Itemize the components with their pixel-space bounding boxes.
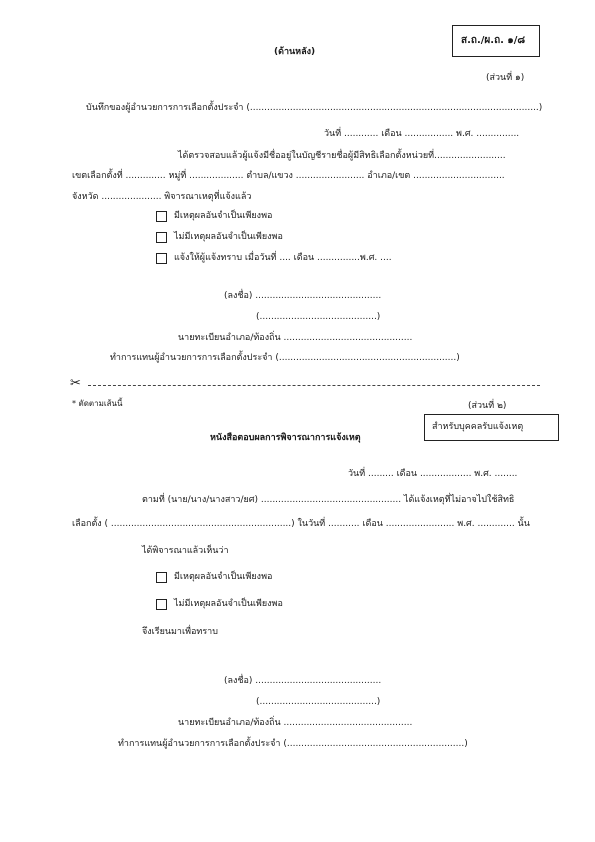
part1-option2-checkbox[interactable]: [156, 232, 167, 243]
form-code-box: [452, 25, 540, 57]
part1-option1-label: มีเหตุผลอันจำเป็นเพียงพอ: [174, 211, 273, 221]
part1-record-line: บันทึกของผู้อำนวยการการเลือกตั้งประจำ (.....................................................................................................): [86, 103, 543, 113]
cut-dashed-line: [88, 385, 540, 386]
part2-acting-line: ทำการแทนผู้อำนวยการการเลือกตั้งประจำ (..............................................................): [118, 739, 468, 749]
part2-date-line: วันที่ ......... เดือน .................. พ.ศ. ........: [348, 469, 518, 479]
part2-option1-checkbox[interactable]: [156, 572, 167, 583]
part2-considered: ได้พิจารณาแล้วเห็นว่า: [142, 546, 229, 556]
part2-option1-label: มีเหตุผลอันจำเป็นเพียงพอ: [174, 572, 273, 582]
part2-option2-label: ไม่มีเหตุผลอันจำเป็นเพียงพอ: [174, 599, 283, 609]
scissors-icon: ✂: [70, 376, 81, 391]
part2-inform: จึงเรียนมาเพื่อทราบ: [142, 627, 218, 637]
part2-option2-checkbox[interactable]: [156, 599, 167, 610]
recipient-box-label: สำหรับบุคคลรับแจ้งเหตุ: [432, 422, 524, 432]
part1-district-line: เขตเลือกตั้งที่ .............. หมู่ที่ ................... ตำบล/แขวง ........................ อำเภอ/เขต ................................: [72, 171, 505, 181]
cut-note: * ตัดตามเส้นนี้: [72, 399, 123, 408]
part2-section: (ส่วนที่ ๒): [468, 401, 507, 411]
part1-name-line: (.........................................): [256, 312, 381, 322]
part1-registrar-line: นายทะเบียนอำเภอ/ท้องถิ่น .............................................: [178, 333, 413, 343]
part2-name-line: (.........................................): [256, 697, 381, 707]
part1-option2-label: ไม่มีเหตุผลอันจำเป็นเพียงพอ: [174, 232, 283, 242]
part2-sign-line: (ลงชื่อ) ............................................: [224, 676, 382, 686]
part2-per-line: ตามที่ (นาย/นาง/นางสาว/ยศ) ................................................. ได้แจ้งเหตุที่ไม่อาจไปใช้สิทธิ: [142, 495, 515, 505]
part1-option1-checkbox[interactable]: [156, 211, 167, 222]
form-code: ส.ถ./ผ.ถ. ๑/๘: [461, 35, 526, 46]
part1-option3-checkbox[interactable]: [156, 253, 167, 264]
part1-option3-label: แจ้งให้ผู้แจ้งทราบ เมื่อวันที่ .... เดือน ...............พ.ศ. ....: [174, 253, 392, 263]
part1-section: (ส่วนที่ ๑): [486, 73, 525, 83]
back-label: (ด้านหลัง): [274, 47, 316, 57]
part1-sign-line: (ลงชื่อ) ............................................: [224, 291, 382, 301]
part2-election-line: เลือกตั้ง ( ...............................................................) ในวันที่ ........... เดือน ........................ พ.ศ. ............. นั้น: [72, 519, 530, 529]
part1-acting-line: ทำการแทนผู้อำนวยการการเลือกตั้งประจำ (..............................................................): [110, 353, 460, 363]
recipient-box: [424, 414, 559, 441]
part2-title: หนังสือตอบผลการพิจารณาการแจ้งเหตุ: [210, 433, 361, 443]
part1-province-line: จังหวัด ..................... พิจารณาเหตุที่แจ้งแล้ว: [72, 192, 252, 202]
part1-checked-line: ได้ตรวจสอบแล้วผู้แจ้งมีชื่ออยู่ในบัญชีรายชื่อผู้มีสิทธิเลือกตั้งหน่วยที่.........................: [178, 151, 506, 161]
part2-registrar-line: นายทะเบียนอำเภอ/ท้องถิ่น .............................................: [178, 718, 413, 728]
part1-date-line: วันที่ ............ เดือน ................. พ.ศ. ...............: [324, 129, 520, 139]
